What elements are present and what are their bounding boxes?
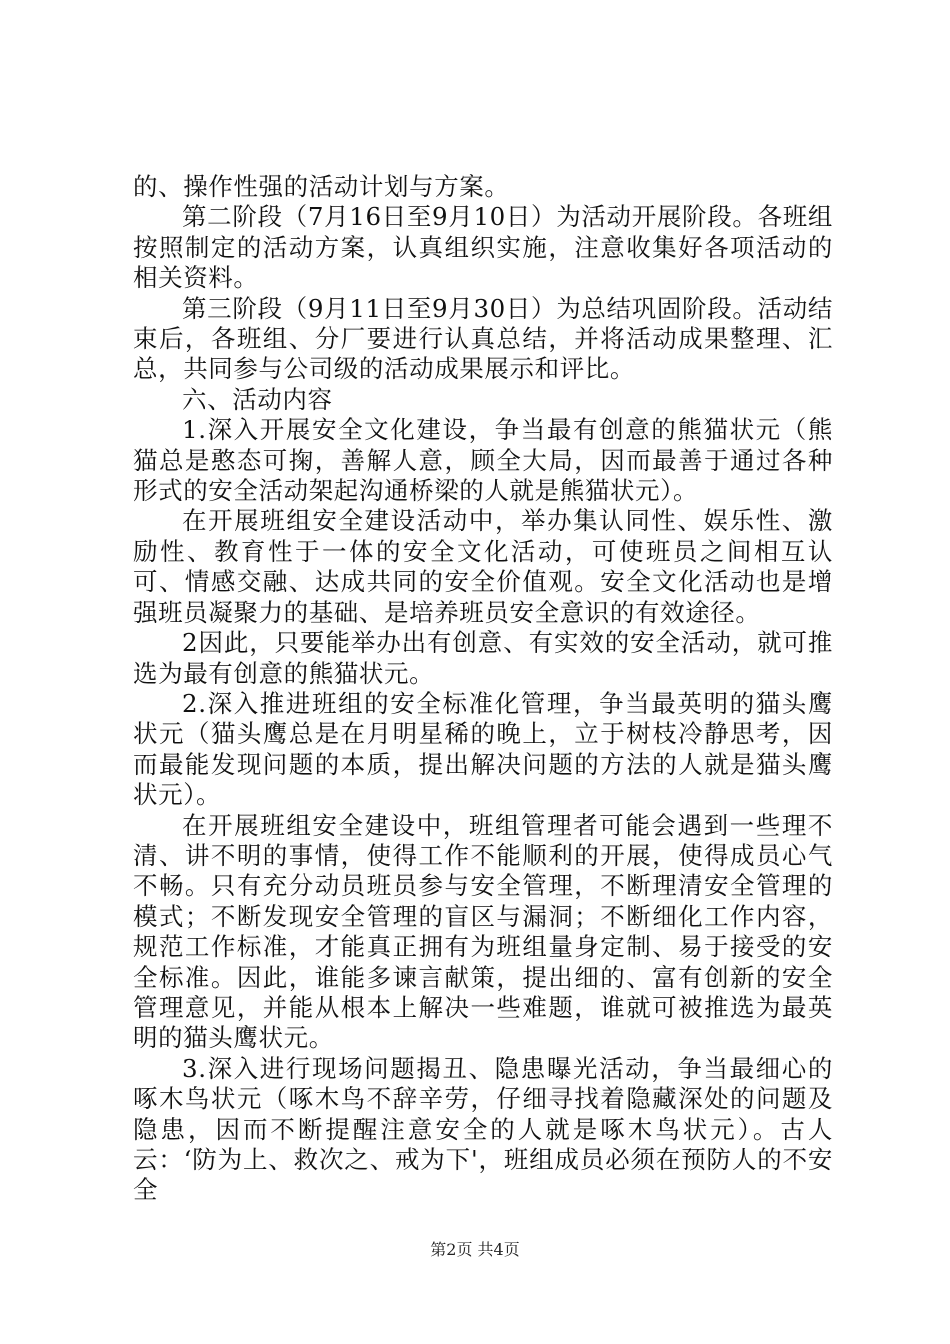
- paragraph-stage-three: 第三阶段（9月11日至9月30日）为总结巩固阶段。活动结束后，各班组、分厂要进行认真总结，并将活动成果整理、汇总，共同参与公司级的活动成果展示和评比。: [133, 293, 833, 384]
- paragraph-item-1-panda: 1.深入开展安全文化建设，争当最有创意的熊猫状元（熊猫总是憨态可掬，善解人意，顾全大局，因而最善于通过各种形式的安全活动架起沟通桥梁的人就是熊猫状元）。: [133, 415, 833, 506]
- paragraph-item-3-woodpecker: 3.深入进行现场问题揭丑、隐患曝光活动，争当最细心的啄木鸟状元（啄木鸟不辞辛劳，仔细寻找着隐藏深处的问题及隐患，因而不断提醒注意安全的人就是啄木鸟状元）。古人云：‘防为上、救次之、戒为下'，班组成员必须在预防人的不安全: [133, 1053, 833, 1205]
- paragraph-panda-selection: 2因此，只要能举办出有创意、有实效的安全活动，就可推选为最有创意的熊猫状元。: [133, 628, 833, 688]
- paragraph-safety-management: 在开展班组安全建设中，班组管理者可能会遇到一些理不清、讲不明的事情，使得工作不能顺利的开展，使得成员心气不畅。只有充分动员班员参与安全管理，不断理清安全管理的模式；不断发现安全管理的盲区与漏洞；不断细化工作内容，规范工作标准，才能真正拥有为班组量身定制、易于接受的安全标准。因此，谁能多谏言献策，提出细的、富有创新的安全管理意见，并能从根本上解决一些难题，谁就可被推选为最英明的猫头鹰状元。: [133, 810, 833, 1053]
- paragraph-item-2-owl: 2.深入推进班组的安全标准化管理，争当最英明的猫头鹰状元（猫头鹰总是在月明星稀的晚上，立于树枝冷静思考，因而最能发现问题的本质，提出解决问题的方法的人就是猫头鹰状元）。: [133, 688, 833, 810]
- section-heading-activity-content: 六、活动内容: [182, 384, 333, 414]
- paragraph-stage-two: 第二阶段（7月16日至9月10日）为活动开展阶段。各班组按照制定的活动方案，认真组织实施，注意收集好各项活动的相关资料。: [133, 202, 833, 293]
- paragraph-continuation: 的、操作性强的活动计划与方案。: [133, 172, 510, 201]
- page-footer: 第2页 共4页: [430, 1240, 520, 1259]
- document-body: [133, 172, 833, 1206]
- paragraph-safety-culture: 在开展班组安全建设活动中，举办集认同性、娱乐性、激励性、教育性于一体的安全文化活动，可使班员之间相互认可、情感交融、达成共同的安全价值观。安全文化活动也是增强班员凝聚力的基础、是培养班员安全意识的有效途径。: [133, 506, 833, 627]
